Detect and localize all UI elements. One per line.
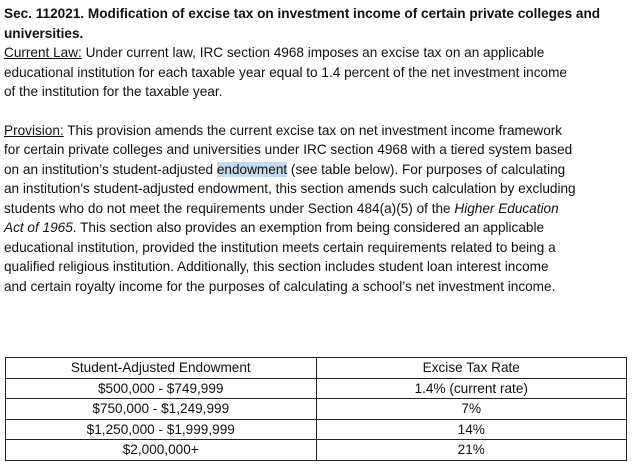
rate-cell: 14% bbox=[316, 419, 627, 440]
tax-rate-table bbox=[5, 357, 627, 461]
table-row bbox=[6, 378, 627, 399]
endowment-cell: $500,000 - $749,999 bbox=[6, 378, 317, 399]
current-law-line: educational institution for each taxable year equal to 1.4 percent of the net investment income bbox=[4, 64, 567, 80]
provision-line: for certain private colleges and universities under IRC section 4968 with a tiered system based bbox=[4, 142, 573, 157]
header-rate: Excise Tax Rate bbox=[316, 358, 627, 379]
provision-line: qualified religious institution. Additionally, this section includes student loan interest income bbox=[4, 259, 549, 274]
current-law-line bbox=[4, 43, 544, 62]
text: (see table below). For purposes of calculating bbox=[287, 161, 566, 177]
rate-cell: 7% bbox=[316, 399, 627, 420]
header-endowment: Student-Adjusted Endowment bbox=[6, 358, 317, 379]
provision-line bbox=[4, 160, 565, 179]
provision-line bbox=[4, 199, 559, 218]
provision-line bbox=[4, 218, 544, 237]
act-title: Higher Education bbox=[454, 200, 559, 216]
section-heading: Sec. 112021. Modification of excise tax on investment income of certain private colleges and bbox=[4, 6, 601, 21]
provision-line: educational institution, provided the institution meets certain requirements related to being a bbox=[4, 239, 556, 255]
text: students who do not meet the requirements under Section 484(a)(5) of the bbox=[4, 200, 455, 216]
table-header-row bbox=[6, 358, 627, 379]
provision-label: Provision: bbox=[4, 122, 64, 138]
selected-text[interactable]: endowment bbox=[216, 161, 288, 177]
section-heading-cont: universities. bbox=[4, 26, 84, 41]
table-row bbox=[6, 419, 627, 440]
endowment-cell: $750,000 - $1,249,999 bbox=[6, 399, 317, 420]
text: Under current law, IRC section 4968 imposes an excise tax on an applicable bbox=[81, 45, 545, 60]
endowment-cell: $2,000,000+ bbox=[6, 440, 317, 461]
current-law-line: of the institution for the taxable year. bbox=[4, 84, 223, 99]
text: on an institution’s student-adjusted bbox=[4, 161, 217, 177]
table-row bbox=[6, 399, 627, 420]
provision-line: and certain royalty income for the purposes of calculating a school’s net investment income. bbox=[4, 278, 556, 294]
text: . This section also provides an exemption from being considered an applicable bbox=[72, 220, 545, 235]
table-row bbox=[6, 440, 627, 461]
act-title: Act of 1965 bbox=[4, 220, 73, 235]
rate-cell: 21% bbox=[316, 440, 627, 461]
provision-line bbox=[4, 121, 562, 140]
current-law-label: Current Law: bbox=[4, 45, 82, 60]
rate-cell: 1.4% (current rate) bbox=[316, 378, 627, 399]
text: This provision amends the current excise tax on net investment income framework bbox=[63, 122, 563, 138]
provision-line: an institution's student-adjusted endowment, this section amends such calculation by excluding bbox=[4, 181, 576, 196]
endowment-cell: $1,250,000 - $1,999,999 bbox=[6, 419, 317, 440]
